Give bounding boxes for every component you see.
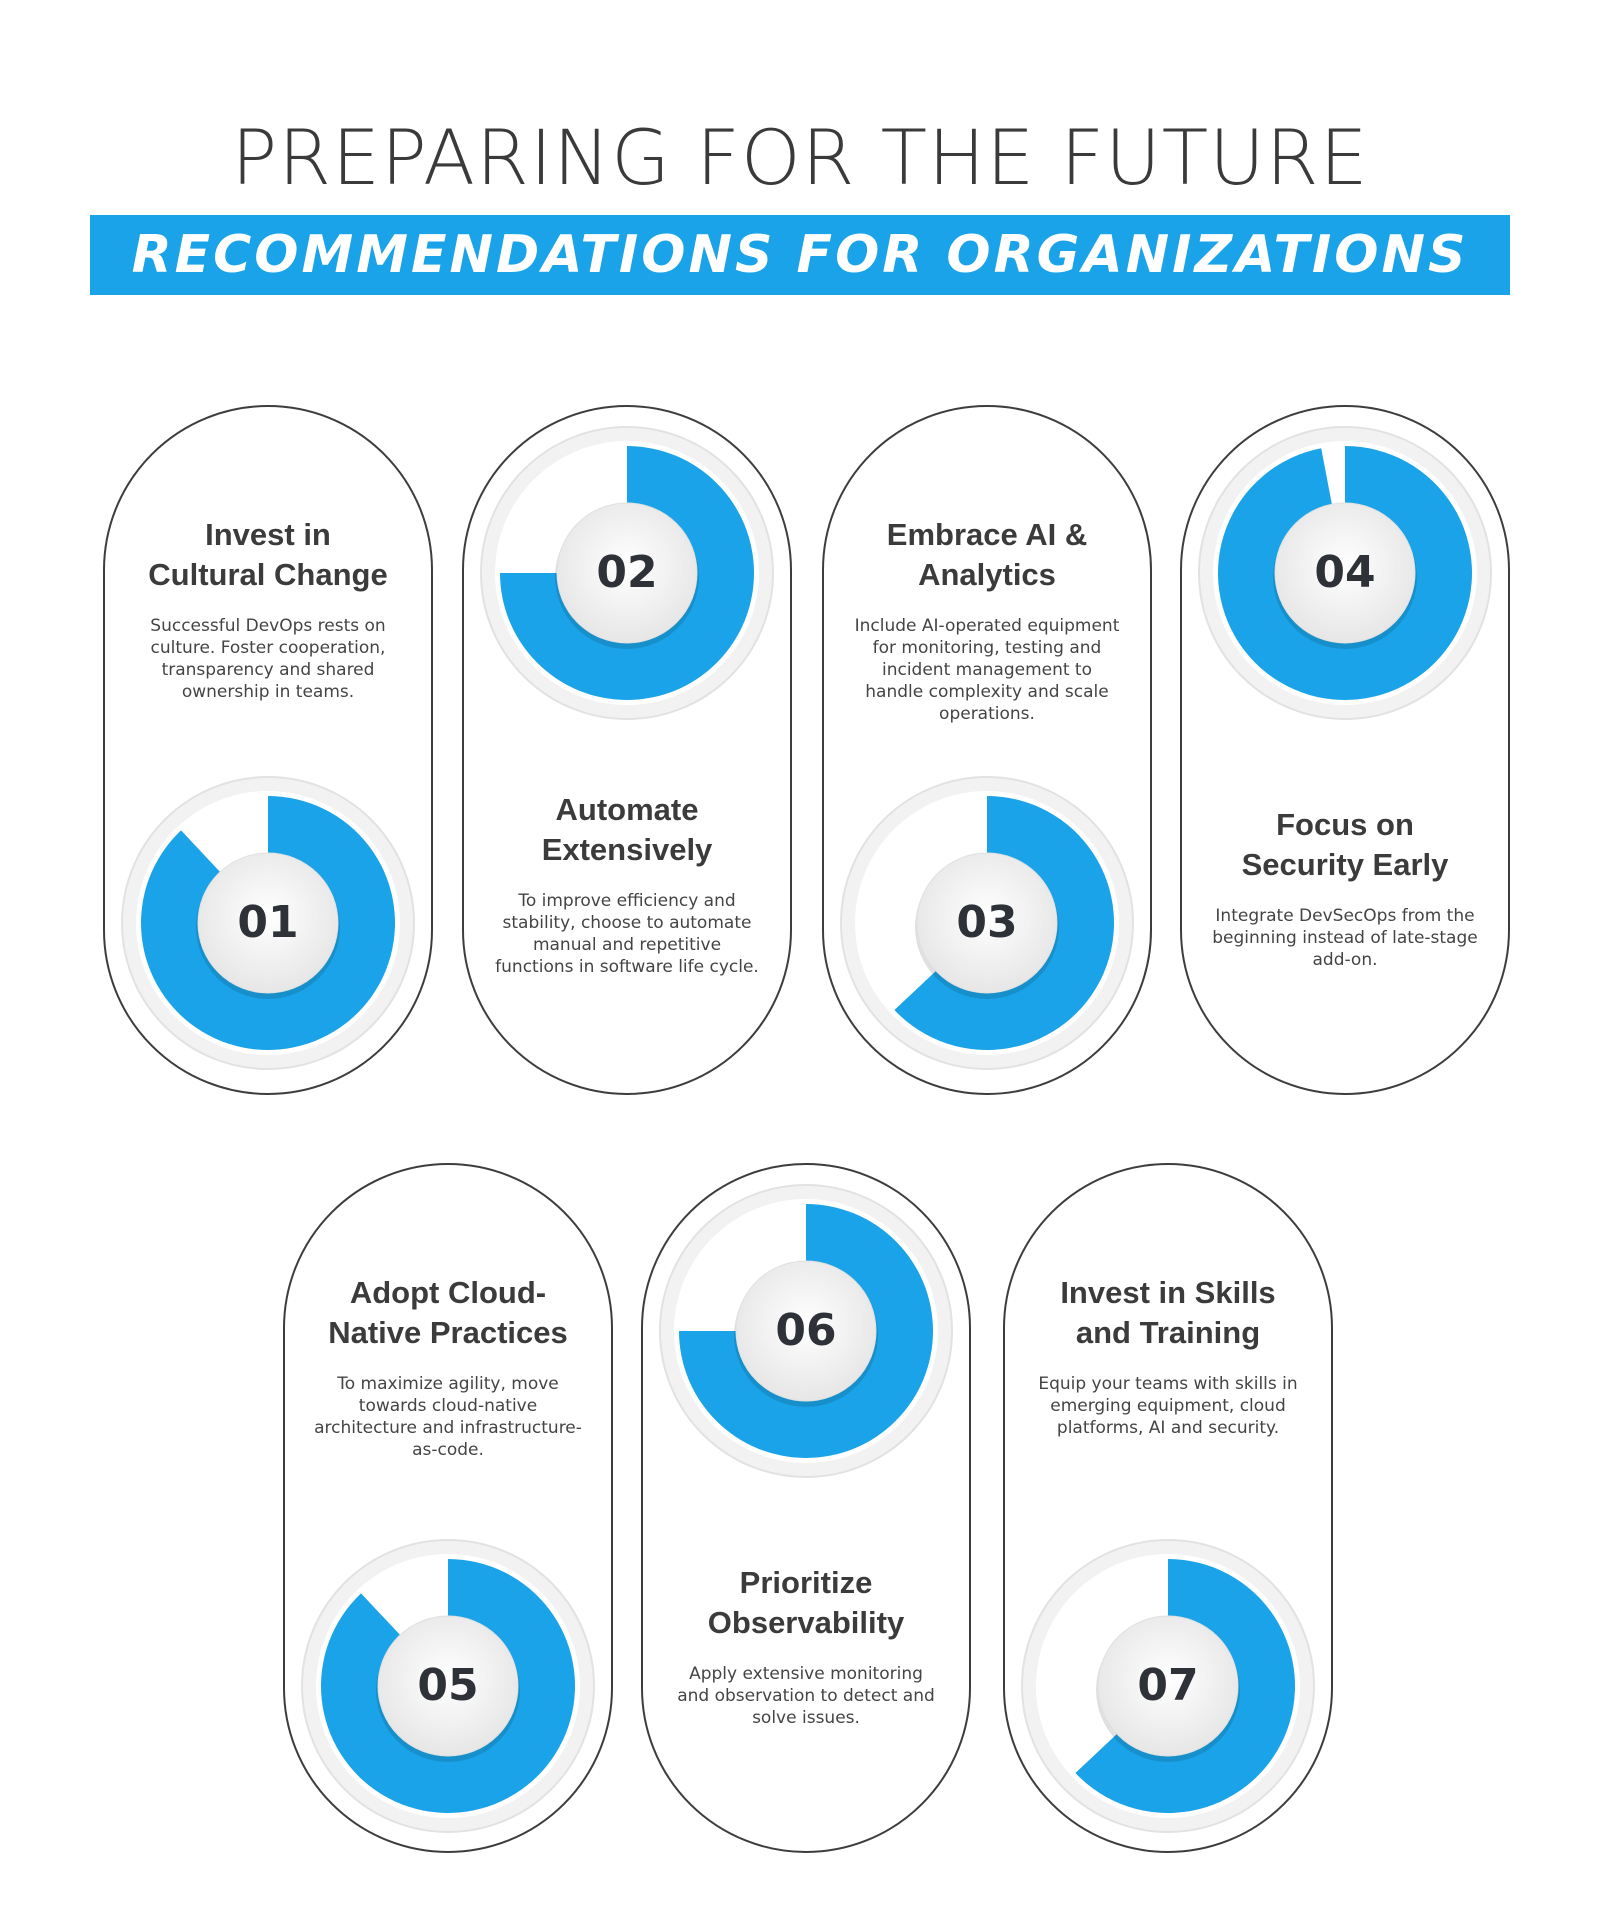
card-description: Successful DevOps rests on culture. Foster cooperation, transparency and shared ownership in teams. <box>150 616 386 702</box>
card-description: To maximize agility, move towards cloud-native architecture and infrastructure- as-code. <box>314 1374 582 1460</box>
recommendation-card-05 <box>283 1163 613 1853</box>
progress-ring <box>118 773 418 1073</box>
card-heading: Focus on Security Early <box>1241 807 1449 882</box>
progress-ring <box>837 773 1137 1073</box>
step-number: 01 <box>237 897 299 948</box>
progress-ring <box>656 1181 956 1481</box>
page-title: PREPARING FOR THE FUTURE <box>231 113 1369 202</box>
step-number: 05 <box>417 1660 479 1711</box>
card-heading: Invest in Skills and Training <box>1060 1275 1276 1350</box>
card-heading: Automate Extensively <box>541 792 713 867</box>
card-heading: Prioritize Observability <box>707 1565 905 1640</box>
step-number: 03 <box>956 897 1018 948</box>
progress-ring <box>477 423 777 723</box>
recommendation-card-06 <box>641 1163 971 1853</box>
step-number: 06 <box>775 1305 837 1356</box>
card-heading: Invest in Cultural Change <box>148 517 388 592</box>
step-number: 07 <box>1137 1660 1199 1711</box>
card-heading: Embrace AI & Analytics <box>886 517 1088 592</box>
progress-ring <box>298 1536 598 1836</box>
recommendation-card-01 <box>103 405 433 1095</box>
card-description: Apply extensive monitoring and observation to detect and solve issues. <box>677 1664 935 1728</box>
recommendation-card-02 <box>462 405 792 1095</box>
recommendation-card-07 <box>1003 1163 1333 1853</box>
subtitle: RECOMMENDATIONS FOR ORGANIZATIONS <box>131 225 1469 285</box>
card-description: Include AI-operated equipment for monitoring, testing and incident management to handle complexity and scale operations. <box>854 616 1120 724</box>
subtitle-banner <box>90 215 1510 295</box>
recommendation-card-03 <box>822 405 1152 1095</box>
card-heading: Adopt Cloud- Native Practices <box>328 1275 568 1350</box>
progress-ring <box>1195 423 1495 723</box>
progress-ring <box>1018 1536 1318 1836</box>
step-number: 04 <box>1314 547 1376 598</box>
card-description: Integrate DevSecOps from the beginning instead of late-stage add-on. <box>1212 906 1478 970</box>
step-number: 02 <box>596 547 658 598</box>
card-description: Equip your teams with skills in emerging equipment, cloud platforms, AI and security. <box>1038 1374 1298 1438</box>
recommendation-card-04 <box>1180 405 1510 1095</box>
card-description: To improve efficiency and stability, choose to automate manual and repetitive functions in software life cycle. <box>495 891 759 977</box>
